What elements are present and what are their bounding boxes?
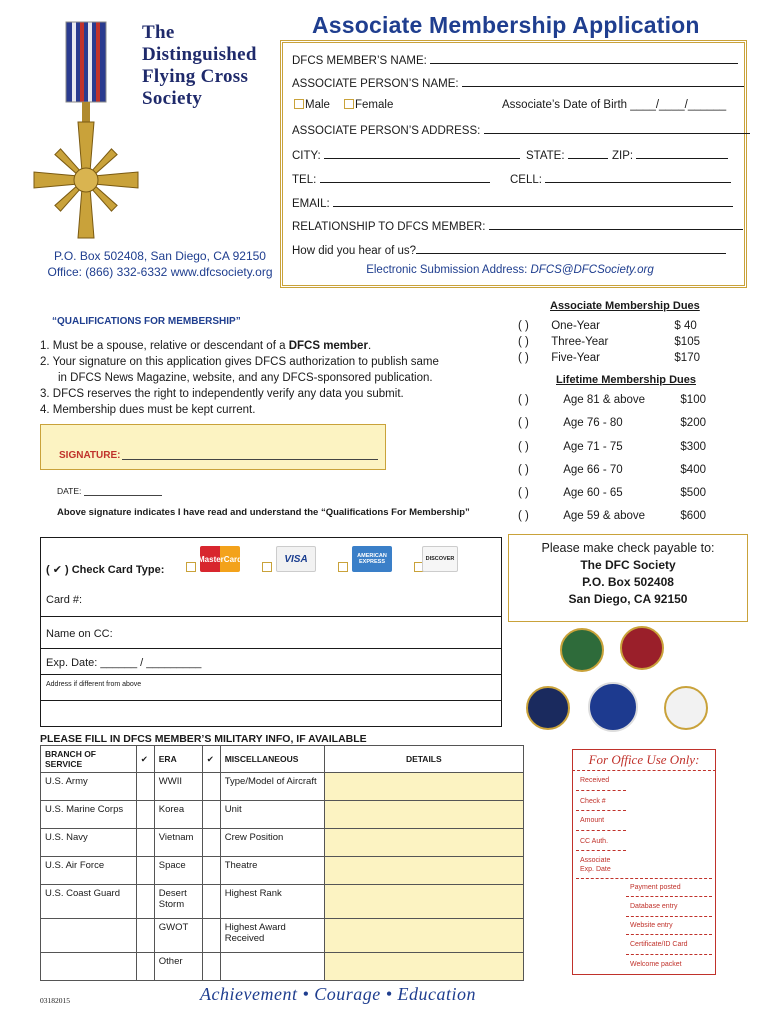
heard-field[interactable] — [292, 243, 726, 257]
date-line[interactable] — [84, 495, 162, 496]
branch-check-cell[interactable] — [136, 885, 154, 919]
branch-check-cell[interactable] — [136, 773, 154, 801]
branch-cell: U.S. Army — [41, 773, 137, 801]
lifetime-row-5[interactable]: ( ) Age 60 - 65 $500 — [518, 487, 706, 499]
qual-item-3: 3. DFCS reserves the right to independently verify any data you submit. — [40, 388, 404, 400]
signature-box[interactable] — [40, 424, 386, 470]
era-cell: Korea — [154, 801, 202, 829]
era-cell: Vietnam — [154, 829, 202, 857]
era-check-cell[interactable] — [202, 919, 220, 953]
dues-checkbox[interactable]: ( ) — [518, 464, 529, 476]
city-field[interactable] — [292, 148, 520, 162]
branch-check-cell[interactable] — [136, 953, 154, 981]
qual-item-4: 4. Membership dues must be kept current. — [40, 404, 256, 416]
date-label: DATE: — [57, 486, 82, 496]
email-field[interactable] — [292, 196, 733, 210]
male-checkbox[interactable] — [294, 99, 304, 109]
lifetime-row-4[interactable]: ( ) Age 66 - 70 $400 — [518, 464, 706, 476]
state-field[interactable] — [526, 148, 608, 162]
associate-name-label: ASSOCIATE PERSON’S NAME: — [292, 78, 459, 90]
address-line-1: P.O. Box 502408, San Diego, CA 92150 — [54, 249, 266, 263]
office-check-no: Check # — [580, 798, 606, 805]
office-divider — [626, 896, 712, 897]
check-payable-text — [508, 540, 748, 608]
misc-cell: Highest Award Received — [220, 919, 324, 953]
cell-line — [545, 172, 731, 183]
gender-male[interactable] — [294, 99, 330, 111]
member-name-line — [430, 53, 738, 64]
branch-check-cell[interactable] — [136, 919, 154, 953]
era-check-cell[interactable] — [202, 829, 220, 857]
male-label: Male — [305, 99, 330, 111]
qual-item-2b: in DFCS News Magazine, website, and any DFCS-sponsored publication. — [58, 372, 433, 384]
check-line-4: San Diego, CA 92150 — [568, 592, 688, 606]
branch-check-cell[interactable] — [136, 857, 154, 885]
military-info-heading: PLEASE FILL IN DFCS MEMBER’S MILITARY INFO, IF AVAILABLE — [40, 733, 367, 745]
office-payment-posted: Payment posted — [630, 884, 681, 891]
branch-cell: U.S. Air Force — [41, 857, 137, 885]
member-name-label: DFCS MEMBER’S NAME: — [292, 55, 427, 67]
lifetime-row-1[interactable]: ( ) Age 81 & above $100 — [518, 394, 706, 406]
details-cell[interactable] — [324, 801, 523, 829]
era-cell: Other — [154, 953, 202, 981]
branch-check-cell[interactable] — [136, 801, 154, 829]
mastercard-logo-icon: MasterCard — [200, 546, 240, 572]
check-line-3: P.O. Box 502408 — [582, 575, 674, 589]
office-use-heading: For Office Use Only: — [588, 752, 700, 767]
details-cell[interactable] — [324, 885, 523, 919]
dues-row-five-year[interactable]: ( ) Five-Year $170 — [518, 352, 700, 364]
society-line-3: Flying Cross — [142, 66, 249, 87]
col-check: ✔ — [202, 746, 220, 773]
details-cell[interactable] — [324, 953, 523, 981]
navy-seal-icon — [526, 686, 570, 730]
state-label: STATE: — [526, 150, 565, 162]
email-line — [333, 196, 733, 207]
email-label: EMAIL: — [292, 198, 330, 210]
zip-field[interactable] — [612, 148, 728, 162]
lifetime-dues-heading: Lifetime Membership Dues — [556, 374, 696, 386]
visa-logo-icon: VISA — [276, 546, 316, 572]
air-force-seal-icon — [588, 682, 638, 732]
era-cell: WWII — [154, 773, 202, 801]
tel-label: TEL: — [292, 174, 317, 186]
page-title: Associate Membership Application — [312, 12, 700, 38]
footer-motto: Achievement • Courage • Education — [200, 984, 477, 1004]
era-cell: Space — [154, 857, 202, 885]
dues-checkbox[interactable]: ( ) — [518, 352, 529, 364]
era-check-cell[interactable] — [202, 953, 220, 981]
check-line-2: The DFC Society — [580, 558, 676, 572]
marine-corps-seal-icon — [620, 626, 664, 670]
signature-note: Above signature indicates I have read and understand the “Qualifications For Membership” — [57, 507, 470, 518]
tel-field[interactable] — [292, 172, 490, 186]
city-line — [324, 148, 520, 159]
col-misc: MISCELLANEOUS — [220, 746, 324, 773]
branch-cell: U.S. Navy — [41, 829, 137, 857]
details-cell[interactable] — [324, 829, 523, 857]
office-divider — [626, 934, 712, 935]
dues-checkbox[interactable]: ( ) — [518, 320, 529, 332]
heard-label: How did you hear of us? — [292, 245, 417, 257]
table-row — [41, 953, 524, 981]
name-on-cc-label[interactable]: Name on CC: — [46, 628, 113, 640]
table-row — [41, 857, 524, 885]
branch-cell: U.S. Coast Guard — [41, 885, 137, 919]
associate-name-line — [462, 76, 744, 87]
office-divider — [576, 850, 626, 851]
table-row — [41, 829, 524, 857]
qual-item-1: 1. Must be a spouse, relative or descendant of a DFCS member. — [40, 340, 372, 352]
esub-email-link[interactable]: DFCS@DFCSociety.org — [530, 264, 654, 276]
era-check-cell[interactable] — [202, 773, 220, 801]
society-address — [40, 248, 280, 280]
cc-divider — [41, 674, 501, 675]
address-line — [484, 123, 750, 134]
dob-field[interactable]: Associate’s Date of Birth ____/____/______ — [502, 99, 727, 111]
card-type-label: ( ✔ ) Check Card Type: — [46, 564, 165, 576]
branch-check-cell[interactable] — [136, 829, 154, 857]
table-row — [41, 773, 524, 801]
cell-label: CELL: — [510, 174, 542, 186]
dues-row-one-year[interactable]: ( ) One-Year $ 40 — [518, 320, 697, 332]
address-label: ASSOCIATE PERSON’S ADDRESS: — [292, 125, 481, 137]
dfc-medal-icon — [30, 20, 142, 240]
branch-cell — [41, 919, 137, 953]
office-divider — [576, 830, 626, 831]
office-divider — [626, 916, 712, 917]
col-details: DETAILS — [324, 746, 523, 773]
alt-address-label[interactable]: Address if different from above — [46, 681, 142, 688]
office-associate-exp: Associate Exp. Date — [580, 857, 611, 873]
col-check: ✔ — [136, 746, 154, 773]
member-name-field[interactable] — [292, 53, 738, 67]
state-line — [568, 148, 608, 159]
branch-cell — [41, 953, 137, 981]
society-line-4: Society — [142, 88, 203, 109]
office-database-entry: Database entry — [630, 903, 678, 910]
relationship-line — [489, 219, 743, 230]
dues-checkbox[interactable]: ( ) — [518, 336, 529, 348]
gender-female[interactable] — [344, 99, 393, 111]
misc-cell: Crew Position — [220, 829, 324, 857]
form-code: 03182015 — [40, 996, 70, 1005]
society-line-2: Distinguished — [142, 44, 257, 65]
qual-item-2a: 2. Your signature on this application gives DFCS authorization to publish same — [40, 356, 439, 368]
mastercard-checkbox[interactable] — [186, 562, 196, 572]
esub-label: Electronic Submission Address: — [366, 264, 528, 276]
zip-line — [636, 148, 728, 159]
era-check-cell[interactable] — [202, 857, 220, 885]
dues-checkbox[interactable]: ( ) — [518, 441, 529, 453]
cell-field[interactable] — [510, 172, 731, 186]
tel-line — [320, 172, 490, 183]
office-divider — [572, 770, 716, 771]
misc-cell: Theatre — [220, 857, 324, 885]
cc-divider — [41, 700, 501, 701]
qualifications-heading: “QUALIFICATIONS FOR MEMBERSHIP” — [52, 316, 241, 327]
military-info-table — [40, 745, 524, 981]
office-divider — [576, 810, 626, 811]
era-cell: Desert Storm — [154, 885, 202, 919]
associate-name-field[interactable] — [292, 76, 744, 90]
misc-cell: Highest Rank — [220, 885, 324, 919]
misc-cell: Type/Model of Aircraft — [220, 773, 324, 801]
associate-dues-heading: Associate Membership Dues — [550, 300, 700, 312]
misc-cell — [220, 953, 324, 981]
table-header-row — [41, 746, 524, 773]
lifetime-row-6[interactable]: ( ) Age 59 & above $600 — [518, 510, 706, 522]
era-cell: GWOT — [154, 919, 202, 953]
visa-checkbox[interactable] — [262, 562, 272, 572]
dues-checkbox[interactable]: ( ) — [518, 510, 529, 522]
office-certificate: Certificate/ID Card — [630, 941, 688, 948]
branch-cell: U.S. Marine Corps — [41, 801, 137, 829]
address-line-2: Office: (866) 332-6332 www.dfcsociety.org — [47, 265, 273, 279]
office-divider — [576, 878, 712, 879]
heard-line — [416, 243, 726, 254]
exp-date-label[interactable]: Exp. Date: ______ / _________ — [46, 657, 202, 669]
qualifications-list — [40, 338, 439, 418]
relationship-field[interactable] — [292, 219, 743, 233]
relationship-label: RELATIONSHIP TO DFCS MEMBER: — [292, 221, 486, 233]
coast-guard-seal-icon — [664, 686, 708, 730]
details-cell[interactable] — [324, 919, 523, 953]
cc-divider — [41, 648, 501, 649]
signature-line[interactable] — [122, 459, 378, 460]
era-check-cell[interactable] — [202, 801, 220, 829]
office-cc-auth: CC Auth. — [580, 838, 609, 845]
table-row — [41, 801, 524, 829]
female-label: Female — [355, 99, 394, 111]
office-website-entry: Website entry — [630, 922, 673, 929]
dues-checkbox[interactable]: ( ) — [518, 417, 529, 429]
amex-checkbox[interactable] — [338, 562, 348, 572]
dues-row-three-year[interactable]: ( ) Three-Year $105 — [518, 336, 700, 348]
lifetime-row-3[interactable]: ( ) Age 71 - 75 $300 — [518, 441, 706, 453]
check-line-1: Please make check payable to: — [541, 541, 715, 555]
address-field[interactable] — [292, 123, 750, 137]
amex-logo-icon: AMERICAN EXPRESS — [352, 546, 392, 572]
cc-divider — [41, 616, 501, 617]
office-divider — [576, 790, 626, 791]
female-checkbox[interactable] — [344, 99, 354, 109]
discover-logo-icon: DISCOVER — [422, 546, 458, 572]
office-received: Received — [580, 777, 610, 784]
col-era: ERA — [154, 746, 202, 773]
society-name — [142, 22, 257, 110]
office-welcome-packet: Welcome packet — [630, 961, 682, 968]
city-label: CITY: — [292, 150, 321, 162]
army-seal-icon — [560, 628, 604, 672]
table-row — [41, 919, 524, 953]
office-divider — [626, 954, 712, 955]
lifetime-row-2[interactable]: ( ) Age 76 - 80 $200 — [518, 417, 706, 429]
card-number-label[interactable]: Card #: — [46, 594, 83, 606]
era-check-cell[interactable] — [202, 885, 220, 919]
details-cell[interactable] — [324, 773, 523, 801]
col-branch: BRANCH OF SERVICE — [41, 746, 137, 773]
society-line-1: The — [142, 22, 175, 43]
details-cell[interactable] — [324, 857, 523, 885]
table-row — [41, 885, 524, 919]
dues-checkbox[interactable]: ( ) — [518, 487, 529, 499]
zip-label: ZIP: — [612, 150, 634, 162]
misc-cell: Unit — [220, 801, 324, 829]
signature-label: SIGNATURE: — [59, 450, 121, 461]
electronic-submission — [300, 264, 720, 276]
dues-checkbox[interactable]: ( ) — [518, 394, 529, 406]
office-amount: Amount — [580, 817, 605, 824]
